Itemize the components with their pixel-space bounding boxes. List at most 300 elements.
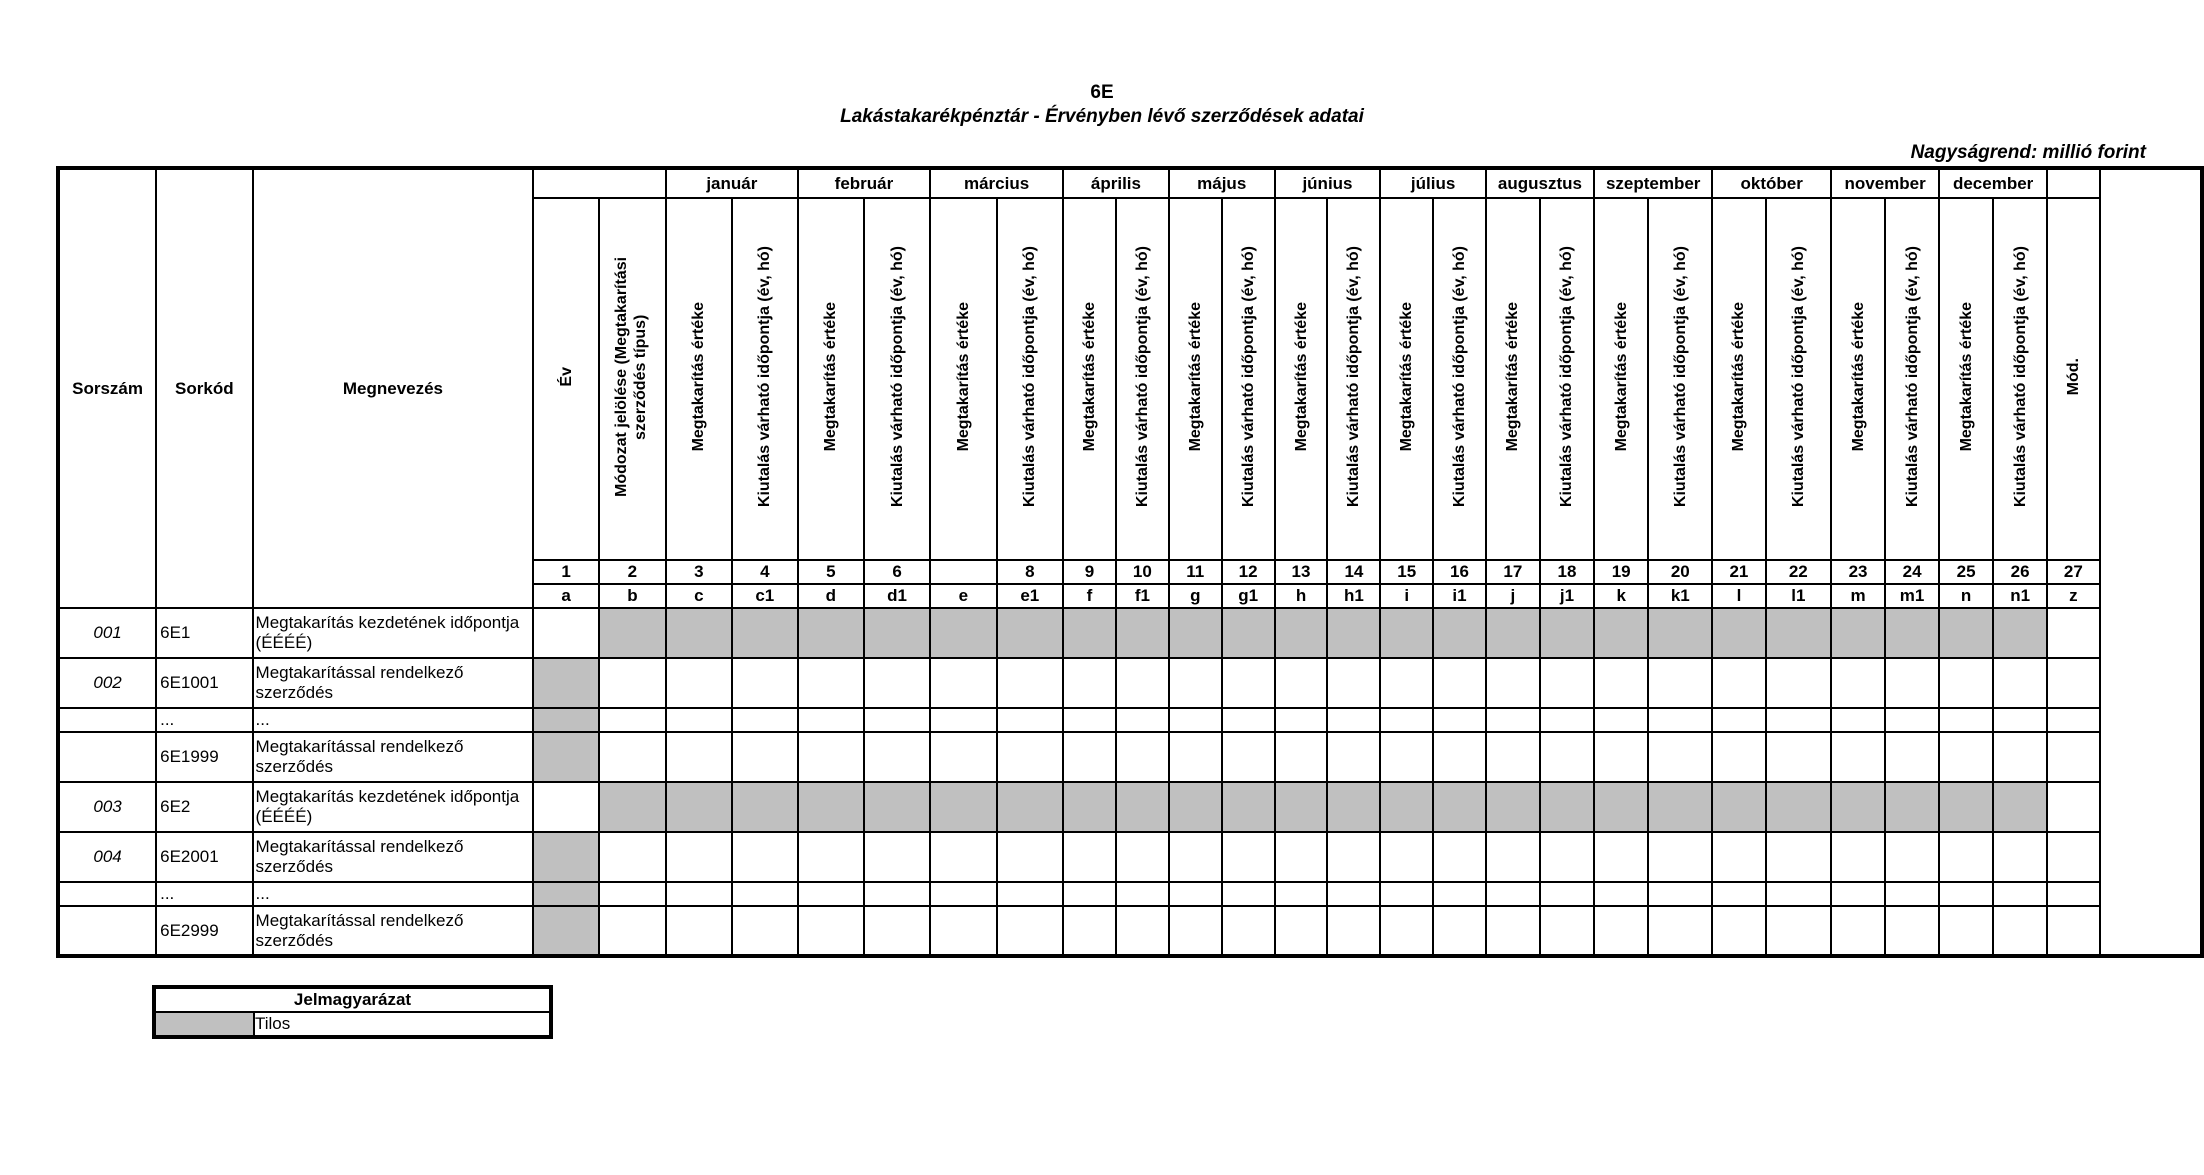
data-cell[interactable] xyxy=(732,732,798,782)
data-cell[interactable] xyxy=(1540,882,1594,906)
data-cell[interactable] xyxy=(1486,732,1540,782)
data-cell[interactable] xyxy=(1486,782,1540,832)
col-number: 9 xyxy=(1063,560,1116,584)
month-header: december xyxy=(1939,168,2047,198)
data-cell[interactable] xyxy=(997,906,1063,956)
data-cell[interactable] xyxy=(1275,732,1328,782)
data-cell[interactable] xyxy=(1540,832,1594,882)
col-title-text: Megtakarítás értéke xyxy=(690,301,708,452)
data-cell[interactable] xyxy=(2047,658,2100,708)
col-title-text: Kiutalás várható időpontja (év, hó) xyxy=(1239,245,1257,508)
data-cell[interactable] xyxy=(1766,832,1832,882)
data-cell[interactable] xyxy=(1116,608,1169,658)
data-cell[interactable] xyxy=(1116,782,1169,832)
data-cell[interactable] xyxy=(533,882,599,906)
data-cell[interactable] xyxy=(1486,658,1540,708)
data-cell[interactable] xyxy=(533,906,599,956)
data-cell[interactable] xyxy=(1222,882,1275,906)
data-cell[interactable] xyxy=(1169,906,1222,956)
data-cell[interactable] xyxy=(533,608,599,658)
data-cell[interactable] xyxy=(1275,882,1328,906)
col-letter: e1 xyxy=(997,584,1063,608)
col-title-megtakaritas xyxy=(798,198,864,560)
data-cell[interactable] xyxy=(732,906,798,956)
data-cell[interactable] xyxy=(1433,608,1486,658)
col-title-text: Megtakarítás értéke xyxy=(1612,301,1630,452)
data-cell[interactable] xyxy=(1594,658,1648,708)
data-cell[interactable] xyxy=(1594,708,1648,732)
data-cell[interactable] xyxy=(1993,882,2047,906)
data-cell[interactable] xyxy=(1169,608,1222,658)
data-cell[interactable] xyxy=(1486,608,1540,658)
col-letter: c xyxy=(666,584,732,608)
data-cell[interactable] xyxy=(1993,906,2047,956)
data-cell[interactable] xyxy=(2047,708,2100,732)
data-cell[interactable] xyxy=(1327,782,1380,832)
data-cell[interactable] xyxy=(997,708,1063,732)
data-cell[interactable] xyxy=(2047,882,2100,906)
data-cell[interactable] xyxy=(1275,832,1328,882)
data-cell[interactable] xyxy=(1486,832,1540,882)
row-sorkod: ... xyxy=(156,708,252,732)
data-cell[interactable] xyxy=(997,732,1063,782)
data-cell[interactable] xyxy=(1831,832,1885,882)
data-cell[interactable] xyxy=(1486,708,1540,732)
data-cell[interactable] xyxy=(1063,608,1116,658)
data-cell[interactable] xyxy=(1169,782,1222,832)
data-cell[interactable] xyxy=(1648,832,1712,882)
col-letter: l xyxy=(1712,584,1765,608)
data-cell[interactable] xyxy=(1540,782,1594,832)
col-title-text: Kiutalás várható időpontja (év, hó) xyxy=(1903,245,1921,508)
col-number: 25 xyxy=(1939,560,1993,584)
col-title-text: Megtakarítás értéke xyxy=(1730,301,1748,452)
data-cell[interactable] xyxy=(1831,732,1885,782)
data-cell[interactable] xyxy=(1275,906,1328,956)
data-cell[interactable] xyxy=(1275,782,1328,832)
data-cell[interactable] xyxy=(1169,708,1222,732)
col-number: 10 xyxy=(1116,560,1169,584)
data-cell[interactable] xyxy=(2047,832,2100,882)
table-row xyxy=(58,782,2202,832)
data-cell[interactable] xyxy=(533,658,599,708)
data-cell[interactable] xyxy=(930,708,996,732)
data-cell[interactable] xyxy=(1327,732,1380,782)
data-cell[interactable] xyxy=(1327,906,1380,956)
col-title-megtakaritas xyxy=(666,198,732,560)
col-title-text: Kiutalás várható időpontja (év, hó) xyxy=(888,245,906,508)
data-cell[interactable] xyxy=(930,882,996,906)
data-cell[interactable] xyxy=(1594,882,1648,906)
col-title-kiutalas xyxy=(1327,198,1380,560)
data-cell[interactable] xyxy=(1712,658,1765,708)
data-cell[interactable] xyxy=(1486,882,1540,906)
data-cell[interactable] xyxy=(798,882,864,906)
data-cell[interactable] xyxy=(1766,906,1832,956)
data-cell[interactable] xyxy=(798,608,864,658)
data-cell[interactable] xyxy=(1831,782,1885,832)
data-cell[interactable] xyxy=(1831,658,1885,708)
col-number: 5 xyxy=(798,560,864,584)
data-cell[interactable] xyxy=(864,782,930,832)
data-cell[interactable] xyxy=(798,708,864,732)
col-letter: d xyxy=(798,584,864,608)
data-cell[interactable] xyxy=(1275,658,1328,708)
data-cell[interactable] xyxy=(1063,658,1116,708)
data-cell[interactable] xyxy=(1222,732,1275,782)
row-sorkod: 6E2999 xyxy=(156,906,252,956)
data-cell[interactable] xyxy=(997,882,1063,906)
col-title-megtakaritas xyxy=(1594,198,1648,560)
col-number: 20 xyxy=(1648,560,1712,584)
data-cell[interactable] xyxy=(599,708,666,732)
data-cell[interactable] xyxy=(1831,608,1885,658)
data-cell[interactable] xyxy=(1116,732,1169,782)
data-cell[interactable] xyxy=(997,608,1063,658)
data-cell[interactable] xyxy=(798,832,864,882)
data-cell[interactable] xyxy=(2047,732,2100,782)
data-cell[interactable] xyxy=(1594,732,1648,782)
data-cell[interactable] xyxy=(533,732,599,782)
data-cell[interactable] xyxy=(1993,708,2047,732)
data-cell[interactable] xyxy=(533,832,599,882)
data-cell[interactable] xyxy=(1648,658,1712,708)
row-sorszam: 004 xyxy=(58,832,156,882)
col-title-text: Kiutalás várható időpontja (év, hó) xyxy=(1345,245,1363,508)
data-cell[interactable] xyxy=(1648,732,1712,782)
data-cell[interactable] xyxy=(1063,906,1116,956)
col-title-text: Megtakarítás értéke xyxy=(1292,301,1310,452)
data-cell[interactable] xyxy=(1993,732,2047,782)
col-letter: m xyxy=(1831,584,1885,608)
data-cell[interactable] xyxy=(1712,882,1765,906)
data-cell[interactable] xyxy=(2047,782,2100,832)
data-cell[interactable] xyxy=(1885,906,1939,956)
row-sorszam xyxy=(58,882,156,906)
data-cell[interactable] xyxy=(1939,732,1993,782)
data-cell[interactable] xyxy=(1766,708,1832,732)
data-cell[interactable] xyxy=(1766,782,1832,832)
col-letter: i xyxy=(1380,584,1433,608)
col-number: 24 xyxy=(1885,560,1939,584)
data-cell[interactable] xyxy=(1540,608,1594,658)
col-letter: c1 xyxy=(732,584,798,608)
data-cell[interactable] xyxy=(732,882,798,906)
form-title: Lakástakarékpénztár - Érvényben lévő szerződések adatai xyxy=(840,106,1364,127)
data-cell[interactable] xyxy=(1540,658,1594,708)
data-cell[interactable] xyxy=(1712,906,1765,956)
col-number: 8 xyxy=(997,560,1063,584)
row-sorkod: 6E2 xyxy=(156,782,252,832)
data-cell[interactable] xyxy=(1380,782,1433,832)
row-sorkod: 6E1 xyxy=(156,608,252,658)
data-cell[interactable] xyxy=(864,708,930,732)
data-cell[interactable] xyxy=(1433,906,1486,956)
data-cell[interactable] xyxy=(599,732,666,782)
data-cell[interactable] xyxy=(1540,906,1594,956)
data-cell[interactable] xyxy=(1993,782,2047,832)
data-cell[interactable] xyxy=(1327,708,1380,732)
data-cell[interactable] xyxy=(732,608,798,658)
row-sorszam: 003 xyxy=(58,782,156,832)
row-sorszam xyxy=(58,906,156,956)
data-cell[interactable] xyxy=(666,782,732,832)
data-cell[interactable] xyxy=(1327,882,1380,906)
col-number: 3 xyxy=(666,560,732,584)
col-title-kiutalas xyxy=(1766,198,1832,560)
data-cell[interactable] xyxy=(930,906,996,956)
data-cell[interactable] xyxy=(1766,732,1832,782)
col-title-kiutalas xyxy=(732,198,798,560)
data-cell[interactable] xyxy=(930,732,996,782)
data-cell[interactable] xyxy=(732,658,798,708)
data-cell[interactable] xyxy=(1594,832,1648,882)
data-cell[interactable] xyxy=(1433,782,1486,832)
data-cell[interactable] xyxy=(1222,658,1275,708)
data-cell[interactable] xyxy=(1116,708,1169,732)
data-cell[interactable] xyxy=(1275,708,1328,732)
col-letter: l1 xyxy=(1766,584,1832,608)
col-title-text: Megtakarítás értéke xyxy=(1504,301,1522,452)
data-cell[interactable] xyxy=(1648,882,1712,906)
data-cell[interactable] xyxy=(864,732,930,782)
data-cell[interactable] xyxy=(599,832,666,882)
data-cell[interactable] xyxy=(1939,782,1993,832)
data-cell[interactable] xyxy=(1275,608,1328,658)
data-cell[interactable] xyxy=(997,658,1063,708)
data-cell[interactable] xyxy=(997,832,1063,882)
data-cell[interactable] xyxy=(1433,882,1486,906)
row-sorszam xyxy=(58,732,156,782)
data-cell[interactable] xyxy=(2047,608,2100,658)
data-cell[interactable] xyxy=(666,658,732,708)
data-cell[interactable] xyxy=(1380,832,1433,882)
data-cell[interactable] xyxy=(666,882,732,906)
month-header: június xyxy=(1275,168,1381,198)
data-cell[interactable] xyxy=(1648,782,1712,832)
month-header: március xyxy=(930,168,1063,198)
data-cell[interactable] xyxy=(1169,658,1222,708)
legend-title: Jelmagyarázat xyxy=(154,987,551,1012)
data-cell[interactable] xyxy=(1433,732,1486,782)
col-title-text: Megtakarítás értéke xyxy=(1957,301,1975,452)
data-cell[interactable] xyxy=(1169,732,1222,782)
table-row xyxy=(58,608,2202,658)
data-cell[interactable] xyxy=(1648,608,1712,658)
data-cell[interactable] xyxy=(1885,658,1939,708)
row-sorszam: 001 xyxy=(58,608,156,658)
data-cell[interactable] xyxy=(599,608,666,658)
data-table xyxy=(56,166,2204,958)
data-cell[interactable] xyxy=(1712,708,1765,732)
col-letter: g1 xyxy=(1222,584,1275,608)
row-megnevezes: Megtakarítással rendelkező szerződés xyxy=(253,832,534,882)
data-cell[interactable] xyxy=(1380,732,1433,782)
data-cell[interactable] xyxy=(1766,882,1832,906)
data-cell[interactable] xyxy=(1712,832,1765,882)
data-cell[interactable] xyxy=(1648,906,1712,956)
data-cell[interactable] xyxy=(1885,708,1939,732)
data-cell[interactable] xyxy=(798,782,864,832)
data-cell[interactable] xyxy=(798,658,864,708)
data-cell[interactable] xyxy=(599,782,666,832)
data-cell[interactable] xyxy=(1939,708,1993,732)
data-cell[interactable] xyxy=(533,708,599,732)
col-number: 14 xyxy=(1327,560,1380,584)
data-cell[interactable] xyxy=(1712,732,1765,782)
data-cell[interactable] xyxy=(1939,658,1993,708)
data-cell[interactable] xyxy=(1433,658,1486,708)
data-cell[interactable] xyxy=(1939,832,1993,882)
data-cell[interactable] xyxy=(1063,732,1116,782)
col-title-kiutalas xyxy=(864,198,930,560)
data-cell[interactable] xyxy=(732,832,798,882)
data-cell[interactable] xyxy=(1222,608,1275,658)
data-cell[interactable] xyxy=(732,708,798,732)
data-cell[interactable] xyxy=(1885,782,1939,832)
month-header: október xyxy=(1712,168,1831,198)
data-cell[interactable] xyxy=(1327,608,1380,658)
data-cell[interactable] xyxy=(1433,708,1486,732)
data-cell[interactable] xyxy=(1540,708,1594,732)
col-letter: f1 xyxy=(1116,584,1169,608)
data-cell[interactable] xyxy=(798,732,864,782)
col-number: 18 xyxy=(1540,560,1594,584)
data-cell[interactable] xyxy=(798,906,864,956)
data-cell[interactable] xyxy=(1116,906,1169,956)
data-cell[interactable] xyxy=(1766,658,1832,708)
data-cell[interactable] xyxy=(1831,882,1885,906)
data-cell[interactable] xyxy=(599,658,666,708)
col-title-text: Kiutalás várható időpontja (év, hó) xyxy=(1133,245,1151,508)
data-cell[interactable] xyxy=(1380,658,1433,708)
col-letter: b xyxy=(599,584,666,608)
data-cell[interactable] xyxy=(864,832,930,882)
col-number: 2 xyxy=(599,560,666,584)
row-sorszam: 002 xyxy=(58,658,156,708)
data-cell[interactable] xyxy=(1540,732,1594,782)
data-cell[interactable] xyxy=(732,782,798,832)
month-header: július xyxy=(1380,168,1485,198)
col-title-ev xyxy=(533,198,599,560)
data-cell[interactable] xyxy=(930,832,996,882)
data-cell[interactable] xyxy=(1063,832,1116,882)
row-megnevezes: Megtakarítással rendelkező szerződés xyxy=(253,658,534,708)
data-cell[interactable] xyxy=(1885,732,1939,782)
col-title-text: Kiutalás várható időpontja (év, hó) xyxy=(1021,245,1039,508)
data-cell[interactable] xyxy=(1169,882,1222,906)
data-cell[interactable] xyxy=(1648,708,1712,732)
data-cell[interactable] xyxy=(1169,832,1222,882)
header-blank-top-mod xyxy=(2047,168,2100,198)
data-cell[interactable] xyxy=(1063,708,1116,732)
data-cell[interactable] xyxy=(1063,882,1116,906)
col-title-megtakaritas xyxy=(1275,198,1328,560)
data-cell[interactable] xyxy=(533,782,599,832)
col-title-text: Kiutalás várható időpontja (év, hó) xyxy=(2011,245,2029,508)
data-cell[interactable] xyxy=(864,882,930,906)
data-cell[interactable] xyxy=(1380,906,1433,956)
data-cell[interactable] xyxy=(1433,832,1486,882)
data-cell[interactable] xyxy=(666,608,732,658)
data-cell[interactable] xyxy=(1116,832,1169,882)
data-cell[interactable] xyxy=(1712,782,1765,832)
data-cell[interactable] xyxy=(1939,608,1993,658)
data-cell[interactable] xyxy=(1327,658,1380,708)
data-cell[interactable] xyxy=(1993,608,2047,658)
data-cell[interactable] xyxy=(1939,906,1993,956)
month-header: január xyxy=(666,168,798,198)
form-code: 6E xyxy=(1090,82,1114,103)
data-cell[interactable] xyxy=(864,906,930,956)
data-cell[interactable] xyxy=(1380,608,1433,658)
data-cell[interactable] xyxy=(1594,782,1648,832)
data-cell[interactable] xyxy=(666,708,732,732)
data-cell[interactable] xyxy=(930,608,996,658)
data-cell[interactable] xyxy=(666,732,732,782)
data-cell[interactable] xyxy=(1831,906,1885,956)
data-cell[interactable] xyxy=(1222,782,1275,832)
data-cell[interactable] xyxy=(1594,608,1648,658)
data-cell[interactable] xyxy=(1222,832,1275,882)
data-cell[interactable] xyxy=(1380,708,1433,732)
col-number: 11 xyxy=(1169,560,1222,584)
data-cell[interactable] xyxy=(1594,906,1648,956)
data-cell[interactable] xyxy=(864,658,930,708)
row-megnevezes: Megtakarítással rendelkező szerződés xyxy=(253,906,534,956)
data-cell[interactable] xyxy=(1222,906,1275,956)
data-cell[interactable] xyxy=(997,782,1063,832)
col-letter: k1 xyxy=(1648,584,1712,608)
col-title-kiutalas xyxy=(997,198,1063,560)
header-megnevezes: Megnevezés xyxy=(253,168,534,608)
legend-item-label: Tilos xyxy=(254,1012,551,1037)
data-cell[interactable] xyxy=(1712,608,1765,658)
data-cell[interactable] xyxy=(2047,906,2100,956)
col-letter: e xyxy=(930,584,996,608)
data-cell[interactable] xyxy=(599,906,666,956)
col-number: 21 xyxy=(1712,560,1765,584)
col-letter: d1 xyxy=(864,584,930,608)
data-cell[interactable] xyxy=(1939,882,1993,906)
data-cell[interactable] xyxy=(1885,882,1939,906)
data-cell[interactable] xyxy=(599,882,666,906)
table-row xyxy=(58,658,2202,708)
col-letter: h xyxy=(1275,584,1328,608)
data-cell[interactable] xyxy=(1063,782,1116,832)
col-letter: h1 xyxy=(1327,584,1380,608)
legend-table xyxy=(152,985,553,1039)
data-cell[interactable] xyxy=(666,906,732,956)
data-cell[interactable] xyxy=(1116,882,1169,906)
data-cell[interactable] xyxy=(1885,832,1939,882)
data-cell[interactable] xyxy=(864,608,930,658)
data-cell[interactable] xyxy=(1993,832,2047,882)
data-cell[interactable] xyxy=(1486,906,1540,956)
col-title-text: Év xyxy=(557,366,575,387)
data-cell[interactable] xyxy=(1885,608,1939,658)
data-cell[interactable] xyxy=(1222,708,1275,732)
data-cell[interactable] xyxy=(1327,832,1380,882)
data-cell[interactable] xyxy=(1766,608,1832,658)
data-cell[interactable] xyxy=(1831,708,1885,732)
data-cell[interactable] xyxy=(1380,882,1433,906)
data-cell[interactable] xyxy=(930,782,996,832)
data-cell[interactable] xyxy=(666,832,732,882)
data-cell[interactable] xyxy=(1993,658,2047,708)
data-cell[interactable] xyxy=(1116,658,1169,708)
data-cell[interactable] xyxy=(930,658,996,708)
